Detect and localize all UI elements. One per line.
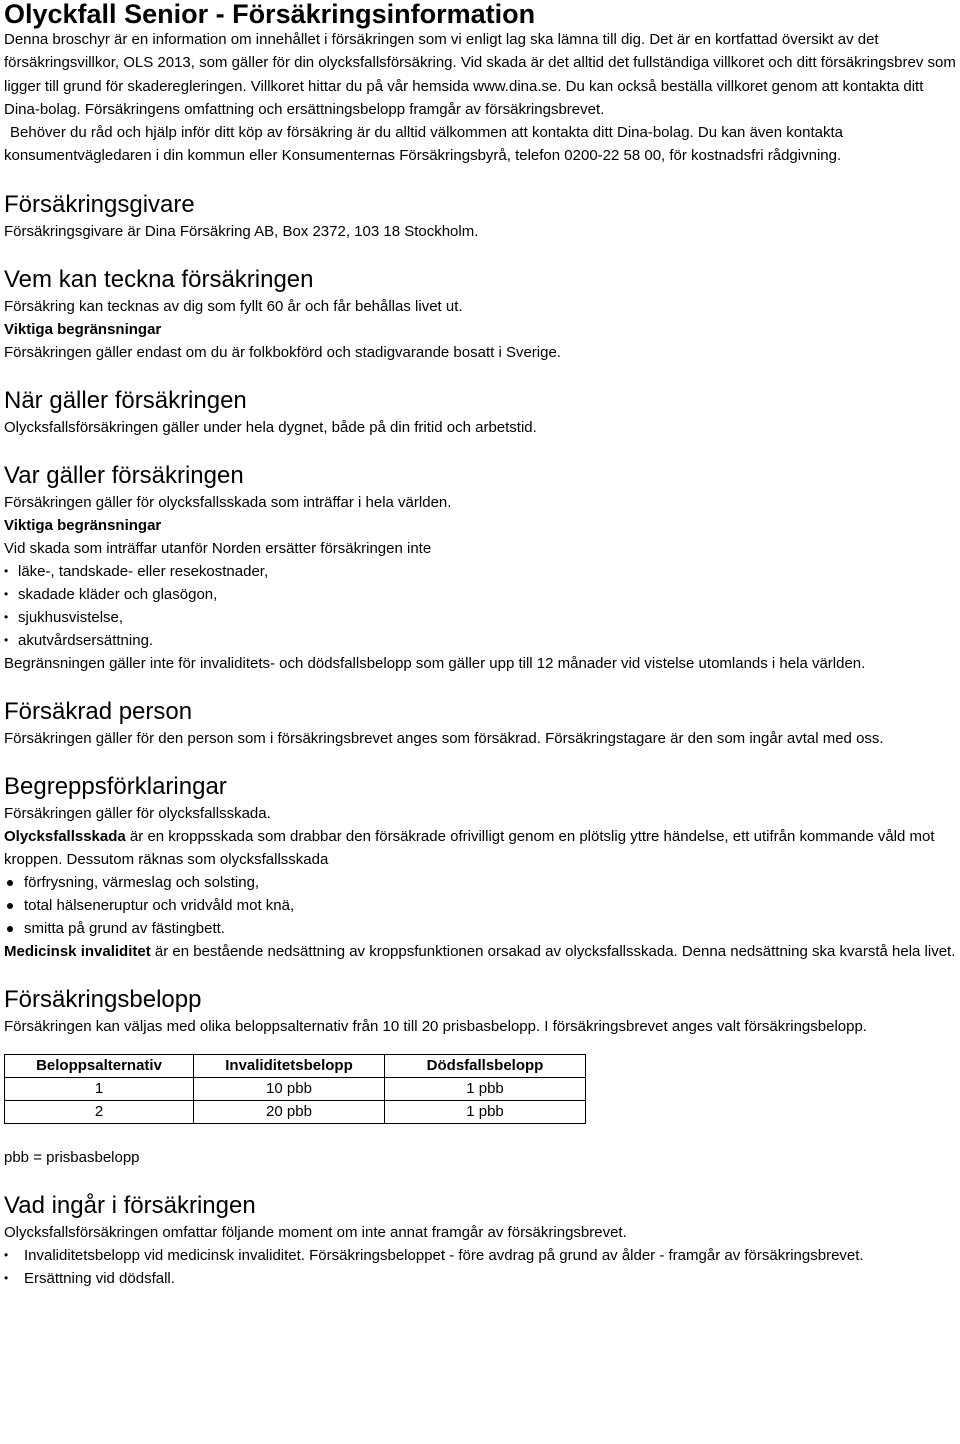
heading-forsakringsgivare: Försäkringsgivare xyxy=(4,190,195,218)
section-begreppsforklaringar xyxy=(4,772,956,963)
table-cell: 10 pbb xyxy=(194,1077,385,1100)
section-vad-ingar xyxy=(4,1191,956,1290)
term-definition: är en kroppsskada som drabbar den försäkrade ofrivilligt genom en plötslig yttre händelse, ett utifrån kommande våld mot kroppen. Dessutom räknas som olycksfallsskada xyxy=(4,827,935,868)
intro-section xyxy=(4,28,956,168)
list-moment xyxy=(4,1244,956,1290)
intro-paragraph-1: Denna broschyr är en information om innehållet i försäkringen som vi enligt lag ska lämna till dig. Det är en kortfattad översikt av det försäkringsvillkor, OLS 2013, som gäller för din olycksfallsförsäkring. Vid skada är det alltid det fullständiga villkoret och ditt försäkringsbrev som ligger till grund för skaderegleringen. Villkoret hittar du på vår hemsida www.dina.se. Du kan också beställa villkoret genom att kontakta ditt Dina-bolag. Försäkringens omfattning och ersättningsbelopp framgår av försäkringsbrevet. xyxy=(4,31,956,118)
section-vem-kan-teckna xyxy=(4,265,956,364)
text-forsakringsgivare: Försäkringsgivare är Dina Försäkring AB, Box 2372, 103 18 Stockholm. xyxy=(4,222,479,240)
intro-paragraph-2: Behöver du råd och hjälp inför ditt köp av försäkring är du alltid välkommen att kontakta ditt Dina-bolag. Du kan även kontakta konsumentvägledaren i din kommun eller Konsumenternas Försäkringsbyrå, telefon 0200-22 58 00, för kostnadsfri rådgivning. xyxy=(4,124,843,165)
section-forsakrad-person xyxy=(4,697,956,750)
document-title: Olyckfall Senior - Försäkringsinformation xyxy=(4,0,536,29)
text-begransning-galler-inte: Begränsningen gäller inte för invaliditets- och dödsfallsbelopp som gäller upp till 12 månader vid vistelse utomlands i hela världen. xyxy=(4,654,866,672)
heading-nar-galler: När gäller försäkringen xyxy=(4,386,247,414)
column-header: Invaliditetsbelopp xyxy=(194,1054,385,1077)
list-item: • Invaliditetsbelopp vid medicinsk invaliditet. Försäkringsbeloppet - före avdrag på grund av ålder - framgår av försäkringsbrevet. xyxy=(4,1244,956,1267)
text-utanfor-norden: Vid skada som inträffar utanför Norden ersätter försäkringen inte xyxy=(4,539,432,557)
section-nar-galler xyxy=(4,386,956,439)
heading-forsakringsbelopp: Försäkringsbelopp xyxy=(4,985,202,1013)
text-forsakrad-person: Försäkringen gäller för den person som i försäkringsbrevet anges som försäkrad. Försäkringstagare är den som ingår avtal med oss. xyxy=(4,729,884,747)
table-row xyxy=(5,1077,586,1100)
text-nar-galler: Olycksfallsförsäkringen gäller under hela dygnet, både på din fritid och arbetstid. xyxy=(4,418,537,436)
list-item: • Ersättning vid dödsfall. xyxy=(4,1267,956,1290)
text-var-galler: Försäkringen gäller för olycksfallsskada som inträffar i hela världen. xyxy=(4,493,452,511)
list-item: • sjukhusvistelse, xyxy=(4,606,956,629)
text-begreppsforklaringar: Försäkringen gäller för olycksfallsskada. xyxy=(4,804,271,822)
heading-vad-ingar: Vad ingår i försäkringen xyxy=(4,1191,256,1219)
term-olycksfallsskada: Olycksfallsskada xyxy=(4,827,126,845)
table-cell: 2 xyxy=(5,1100,194,1123)
heading-forsakrad-person: Försäkrad person xyxy=(4,697,193,725)
label-viktiga-begransningar: Viktiga begränsningar xyxy=(4,320,162,338)
heading-vem-kan-teckna: Vem kan teckna försäkringen xyxy=(4,265,314,293)
label-viktiga-begransningar: Viktiga begränsningar xyxy=(4,516,162,534)
list-item: total hälseneruptur och vridvåld mot knä, xyxy=(4,894,956,917)
list-item: • akutvårdsersättning. xyxy=(4,629,956,652)
list-item: • skadade kläder och glasögon, xyxy=(4,583,956,606)
list-item: förfrysning, värmeslag och solsting, xyxy=(4,871,956,894)
list-item: smitta på grund av fästingbett. xyxy=(4,917,956,940)
text-begransningar: Försäkringen gäller endast om du är folkbokförd och stadigvarande bosatt i Sverige. xyxy=(4,343,561,361)
section-var-galler xyxy=(4,461,956,675)
column-header: Dödsfallsbelopp xyxy=(385,1054,586,1077)
table-cell: 1 xyxy=(5,1077,194,1100)
heading-begreppsforklaringar: Begreppsförklaringar xyxy=(4,772,227,800)
text-vem-kan-teckna: Försäkring kan tecknas av dig som fyllt 60 år och får behållas livet ut. xyxy=(4,297,463,315)
definition-olycksfallsskada xyxy=(4,825,956,871)
column-header: Beloppsalternativ xyxy=(5,1054,194,1077)
text-vad-ingar: Olycksfallsförsäkringen omfattar följande moment om inte annat framgår av försäkringsbrevet. xyxy=(4,1223,627,1241)
table-cell: 1 pbb xyxy=(385,1100,586,1123)
list-ej-ersatt xyxy=(4,560,956,652)
belopp-table xyxy=(4,1054,586,1124)
text-pbb-note: pbb = prisbasbelopp xyxy=(4,1148,140,1166)
section-forsakringsbelopp xyxy=(4,985,956,1169)
table-row xyxy=(5,1100,586,1123)
heading-var-galler: Var gäller försäkringen xyxy=(4,461,244,489)
list-olycksfallsskada xyxy=(4,871,956,940)
table-cell: 20 pbb xyxy=(194,1100,385,1123)
term-medicinsk-invaliditet: Medicinsk invaliditet xyxy=(4,942,151,960)
text-forsakringsbelopp: Försäkringen kan väljas med olika beloppsalternativ från 10 till 20 prisbasbelopp. I försäkringsbrevet anges valt försäkringsbelopp. xyxy=(4,1017,867,1035)
term-definition: är en bestående nedsättning av kroppsfunktionen orsakad av olycksfallsskada. Denna nedsättning ska kvarstå hela livet. xyxy=(150,942,956,960)
definition-medicinsk-invaliditet xyxy=(4,940,956,963)
table-cell: 1 pbb xyxy=(385,1077,586,1100)
list-item: • läke-, tandskade- eller resekostnader, xyxy=(4,560,956,583)
table-header-row xyxy=(5,1054,586,1077)
section-forsakringsgivare xyxy=(4,190,956,243)
